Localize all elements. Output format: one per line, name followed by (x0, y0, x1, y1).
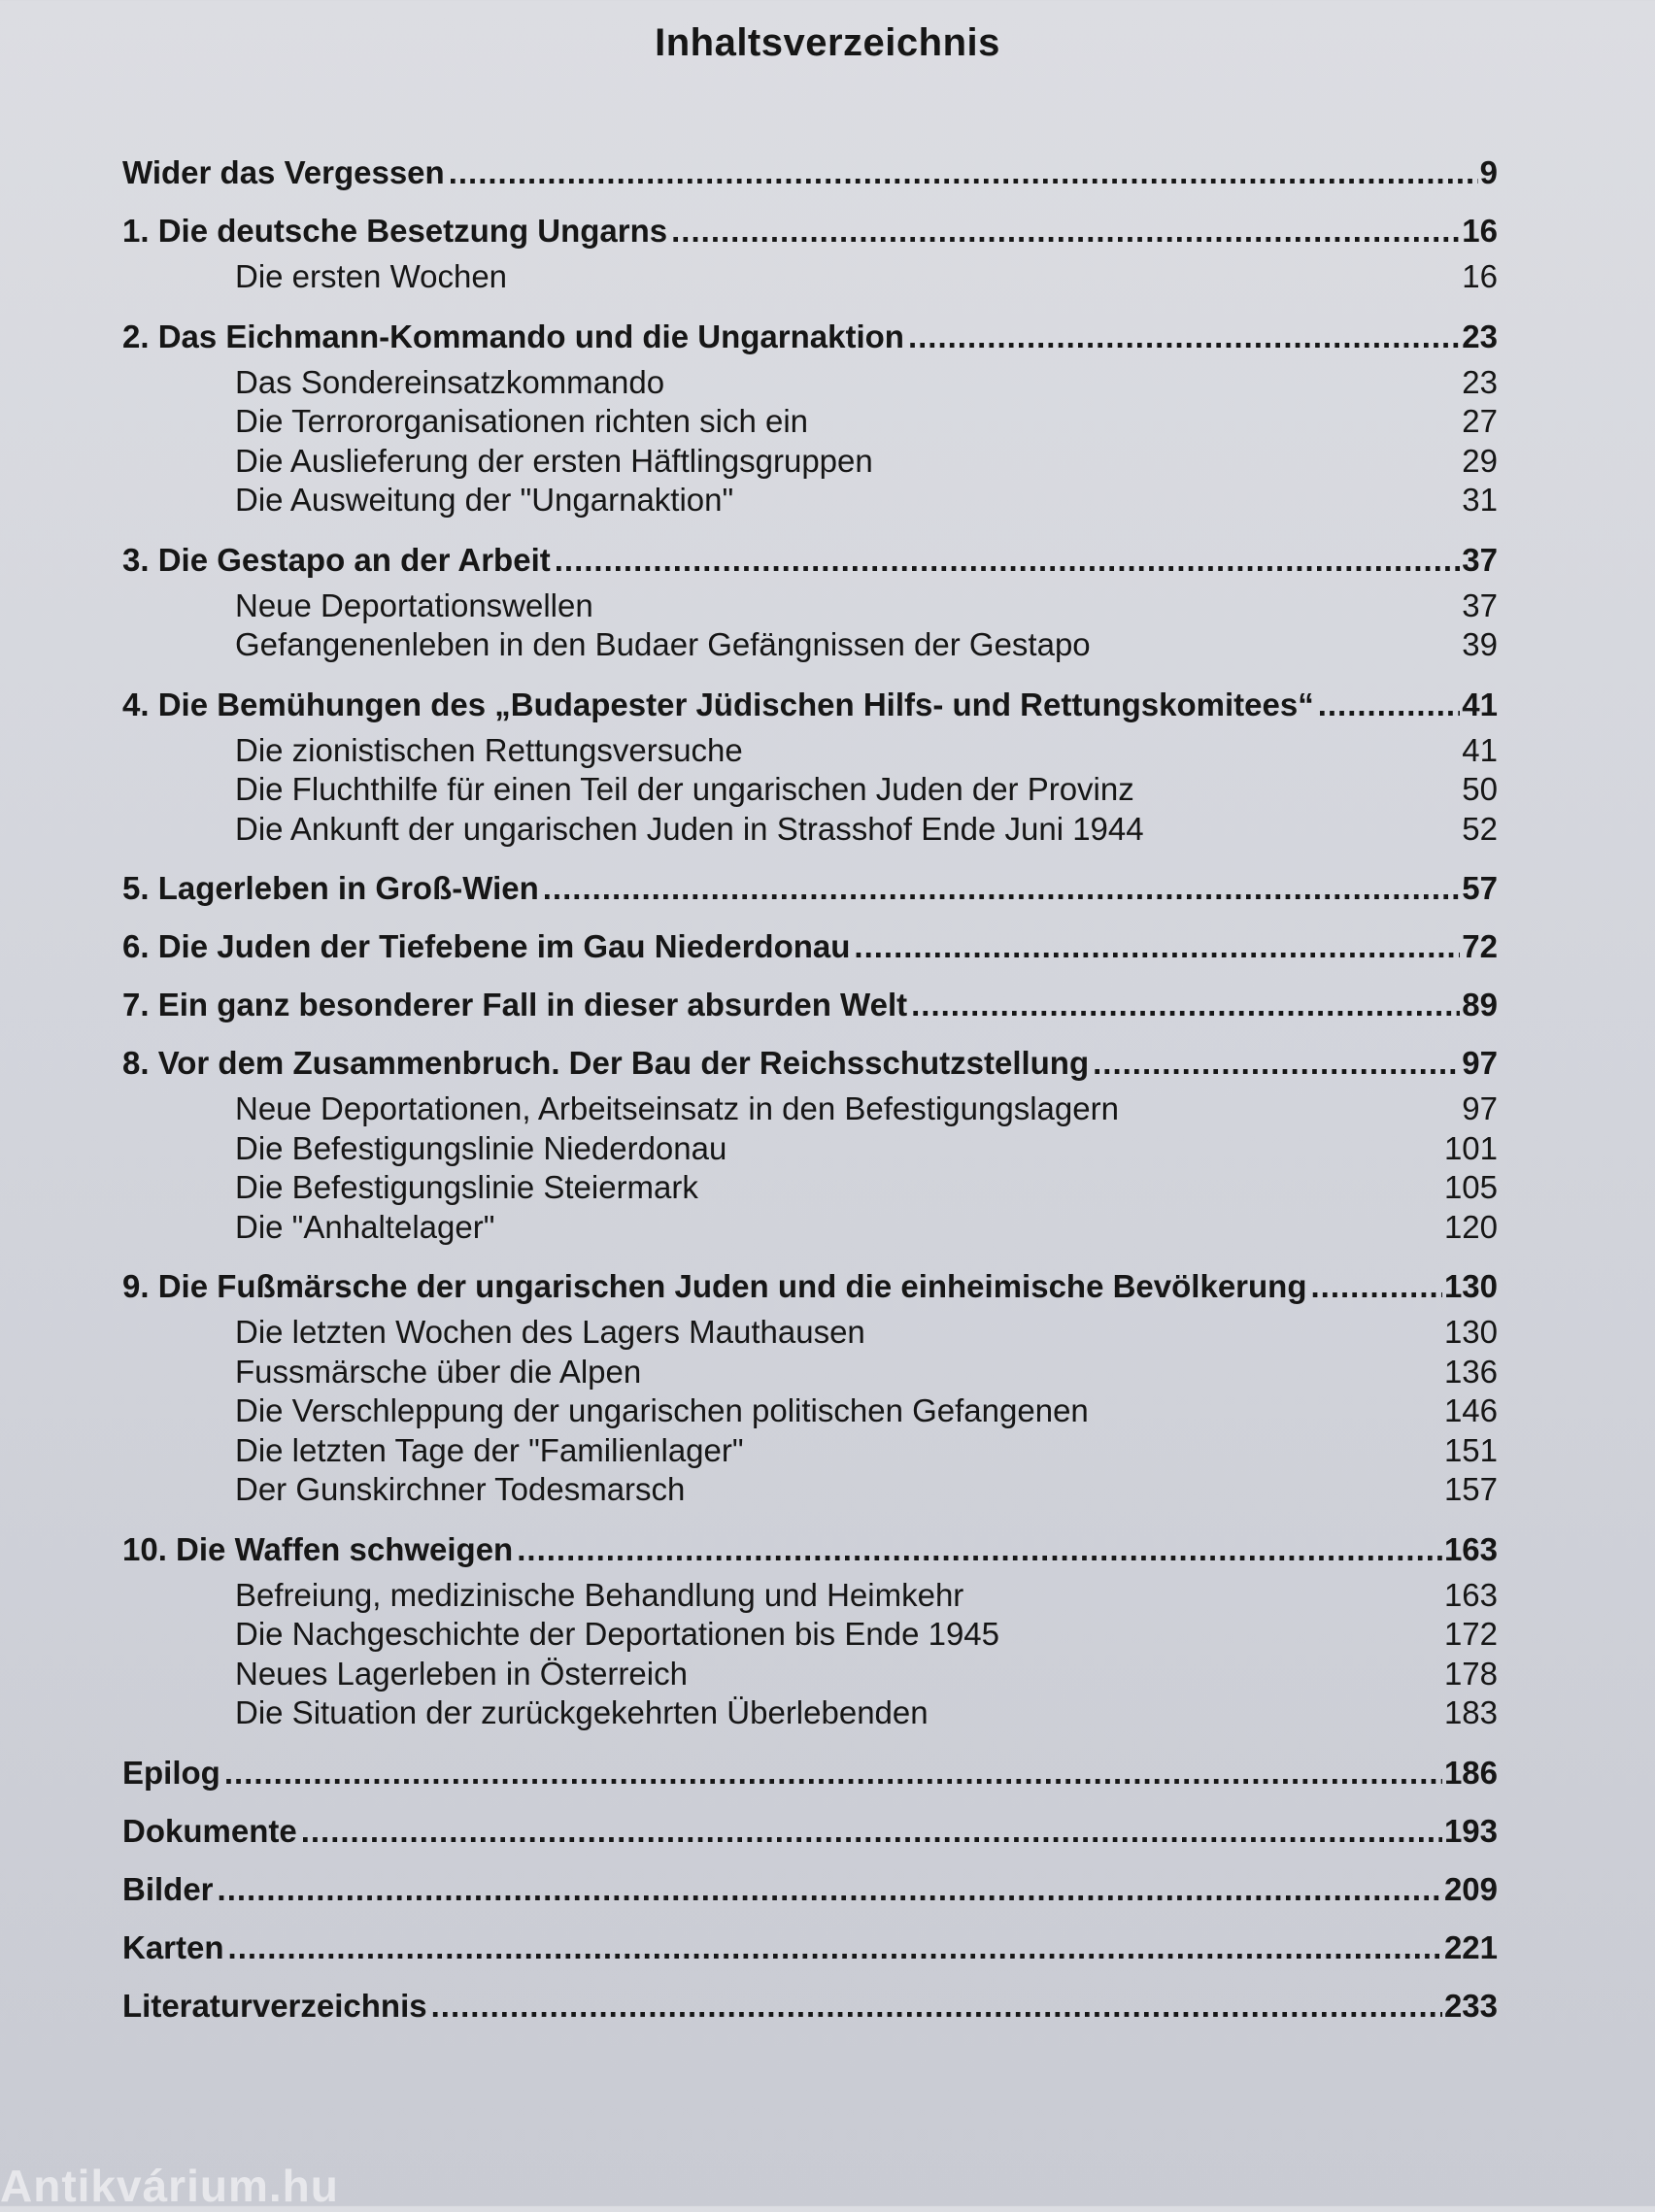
toc-chapter-row (122, 1809, 1498, 1854)
subsection-title: Die letzten Tage der "Familienlager" (235, 1431, 744, 1468)
dot-leader (555, 538, 1461, 583)
toc-chapter-row (122, 924, 1498, 969)
chapter-title: 5. Lagerleben in Groß-Wien (122, 870, 539, 906)
toc-chapter-row (122, 983, 1498, 1027)
toc-chapter-row (122, 1264, 1498, 1309)
watermark-text: Antikvárium.hu (0, 2161, 339, 2211)
chapter-title: 1. Die deutsche Besetzung Ungarns (122, 213, 668, 249)
toc-chapter (122, 1926, 1498, 1970)
subsection-title: Gefangenenleben in den Budaer Gefängnissen der Gestapo (235, 626, 1091, 662)
subsection-page-number: 23 (1462, 363, 1498, 400)
toc-subsection-row (235, 363, 1498, 403)
toc-chapter (122, 538, 1498, 665)
chapter-page-number: 41 (1462, 686, 1498, 722)
chapter-title: 10. Die Waffen schweigen (122, 1530, 514, 1567)
chapter-title: 8. Vor dem Zusammenbruch. Der Bau der Reichsschutzstellung (122, 1045, 1090, 1081)
subsection-title: Die Nachgeschichte der Deportationen bis Ende 1945 (235, 1616, 1000, 1652)
dot-leader (908, 315, 1460, 359)
toc-chapter (122, 866, 1498, 911)
chapter-title: Literaturverzeichnis (122, 1987, 427, 2024)
chapter-title: 3. Die Gestapo an der Arbeit (122, 541, 551, 578)
chapter-title: 7. Ein ganz besonderer Fall in dieser absurden Welt (122, 987, 908, 1022)
toc-chapter-row (122, 1867, 1498, 1912)
chapter-title: 9. Die Fußmärsche der ungarischen Juden und die einheimische Bevölkerung (122, 1268, 1307, 1304)
toc-chapter-row (122, 1527, 1498, 1572)
toc-subsection-row (235, 481, 1498, 520)
subsection-list (235, 1576, 1498, 1733)
toc-chapter (122, 1527, 1498, 1733)
chapter-page-number: 72 (1462, 928, 1498, 964)
toc-subsection-row (235, 810, 1498, 850)
chapter-title: 2. Das Eichmann-Kommando und die Ungarnaktion (122, 318, 904, 354)
chapter-page-number: 57 (1462, 870, 1498, 906)
toc-chapter (122, 1984, 1498, 2028)
toc-chapter (122, 151, 1498, 195)
toc-chapter (122, 1809, 1498, 1854)
dot-leader (1093, 1041, 1460, 1086)
subsection-title: Das Sondereinsatzkommando (235, 363, 665, 400)
subsection-title: Die Terrororganisationen richten sich ein (235, 403, 809, 439)
toc-chapter-row (122, 538, 1498, 583)
subsection-title: Die letzten Wochen des Lagers Mauthausen (235, 1314, 865, 1350)
toc-subsection-row (235, 1693, 1498, 1733)
subsection-page-number: 52 (1462, 810, 1498, 847)
toc-subsection-row (235, 1655, 1498, 1694)
subsection-page-number: 16 (1462, 258, 1498, 294)
toc-subsection-row (235, 1208, 1498, 1248)
toc-chapter-row (122, 315, 1498, 359)
toc-chapter-row (122, 1926, 1498, 1970)
chapter-page-number: 9 (1479, 154, 1498, 190)
subsection-page-number: 178 (1443, 1655, 1498, 1692)
subsection-title: Neue Deportationen, Arbeitseinsatz in den Befestigungslagern (235, 1090, 1119, 1126)
subsection-title: Die zionistischen Rettungsversuche (235, 731, 743, 768)
toc-subsection-row (235, 625, 1498, 665)
toc-chapter (122, 1041, 1498, 1247)
subsection-title: Neues Lagerleben in Österreich (235, 1655, 688, 1692)
toc-chapter-row (122, 209, 1498, 253)
subsection-page-number: 163 (1443, 1576, 1498, 1613)
toc-subsection-row (235, 1391, 1498, 1431)
toc-chapter (122, 315, 1498, 520)
chapter-title: 4. Die Bemühungen des „Budapester Jüdischen Hilfs- und Rettungskomitees“ (122, 686, 1314, 722)
toc-subsection-row (235, 1576, 1498, 1616)
chapter-page-number: 163 (1443, 1530, 1498, 1567)
subsection-page-number: 151 (1443, 1431, 1498, 1468)
subsection-list (235, 1313, 1498, 1510)
dot-leader (431, 1984, 1442, 2028)
subsection-title: Die Fluchthilfe für einen Teil der ungarischen Juden der Provinz (235, 771, 1134, 807)
toc-subsection-row (235, 442, 1498, 482)
dot-leader (854, 924, 1460, 969)
subsection-title: Die Befestigungslinie Steiermark (235, 1169, 698, 1205)
chapter-title: 6. Die Juden der Tiefebene im Gau Niederdonau (122, 928, 851, 964)
subsection-page-number: 97 (1462, 1090, 1498, 1126)
subsection-page-number: 130 (1443, 1314, 1498, 1350)
chapter-title: Bilder (122, 1870, 214, 1907)
toc-subsection-row (235, 1353, 1498, 1392)
dot-leader (543, 866, 1461, 911)
toc-subsection-row (235, 1470, 1498, 1510)
subsection-page-number: 120 (1443, 1208, 1498, 1245)
dot-leader (228, 1926, 1442, 1970)
table-of-contents (122, 151, 1498, 2042)
dot-leader (671, 209, 1460, 253)
subsection-title: Die ersten Wochen (235, 258, 508, 294)
toc-chapter-row (122, 866, 1498, 911)
chapter-title: Karten (122, 1928, 224, 1965)
subsection-page-number: 183 (1443, 1694, 1498, 1730)
toc-subsection-row (235, 1615, 1498, 1655)
subsection-page-number: 101 (1443, 1129, 1498, 1166)
toc-subsection-row (235, 731, 1498, 771)
subsection-page-number: 37 (1462, 587, 1498, 623)
toc-chapter (122, 983, 1498, 1027)
subsection-title: Die Situation der zurückgekehrten Überlebenden (235, 1694, 929, 1730)
toc-chapter-row (122, 151, 1498, 195)
chapter-page-number: 130 (1443, 1268, 1498, 1304)
subsection-page-number: 27 (1462, 403, 1498, 439)
chapter-page-number: 37 (1462, 541, 1498, 578)
toc-chapter (122, 924, 1498, 969)
subsection-page-number: 50 (1462, 771, 1498, 807)
chapter-title: Epilog (122, 1754, 220, 1791)
subsection-page-number: 41 (1462, 731, 1498, 768)
chapter-title: Wider das Vergessen (122, 154, 445, 190)
dot-leader (449, 151, 1478, 195)
chapter-page-number: 209 (1443, 1870, 1498, 1907)
subsection-page-number: 146 (1443, 1392, 1498, 1428)
subsection-page-number: 105 (1443, 1169, 1498, 1205)
chapter-page-number: 193 (1443, 1812, 1498, 1849)
toc-chapter-row (122, 683, 1498, 727)
toc-chapter (122, 209, 1498, 297)
toc-chapter-row (122, 1041, 1498, 1086)
toc-subsection-row (235, 257, 1498, 297)
subsection-title: Die Ausweitung der "Ungarnaktion" (235, 482, 734, 518)
toc-subsection-row (235, 770, 1498, 810)
toc-subsection-row (235, 402, 1498, 442)
chapter-page-number: 16 (1462, 213, 1498, 249)
chapter-page-number: 89 (1462, 987, 1498, 1022)
dot-leader (218, 1867, 1442, 1912)
subsection-title: Die Ankunft der ungarischen Juden in Strasshof Ende Juni 1944 (235, 810, 1144, 847)
toc-chapter (122, 683, 1498, 850)
toc-subsection-row (235, 1313, 1498, 1353)
subsection-title: Die "Anhaltelager" (235, 1208, 495, 1245)
toc-subsection-row (235, 1129, 1498, 1169)
toc-subsection-row (235, 1431, 1498, 1471)
subsection-title: Die Befestigungslinie Niederdonau (235, 1129, 727, 1166)
subsection-list (235, 257, 1498, 297)
dot-leader (1311, 1264, 1442, 1309)
toc-subsection-row (235, 587, 1498, 626)
chapter-page-number: 233 (1443, 1987, 1498, 2024)
subsection-title: Die Auslieferung der ersten Häftlingsgruppen (235, 442, 873, 479)
toc-chapter (122, 1264, 1498, 1510)
dot-leader (224, 1751, 1442, 1795)
subsection-list (235, 1089, 1498, 1247)
toc-chapter-row (122, 1751, 1498, 1795)
page-title: Inhaltsverzeichnis (655, 21, 1000, 64)
subsection-page-number: 39 (1462, 626, 1498, 662)
subsection-page-number: 136 (1443, 1353, 1498, 1390)
chapter-page-number: 97 (1462, 1045, 1498, 1081)
subsection-title: Der Gunskirchner Todesmarsch (235, 1471, 686, 1507)
dot-leader (301, 1809, 1442, 1854)
subsection-list (235, 587, 1498, 665)
subsection-page-number: 157 (1443, 1471, 1498, 1507)
subsection-title: Fussmärsche über die Alpen (235, 1353, 642, 1390)
subsection-list (235, 363, 1498, 520)
chapter-title: Dokumente (122, 1812, 297, 1849)
toc-chapter (122, 1751, 1498, 1795)
subsection-title: Neue Deportationswellen (235, 587, 593, 623)
toc-chapter (122, 1867, 1498, 1912)
subsection-title: Befreiung, medizinische Behandlung und Heimkehr (235, 1576, 964, 1613)
subsection-title: Die Verschleppung der ungarischen politischen Gefangenen (235, 1392, 1089, 1428)
dot-leader (517, 1527, 1442, 1572)
dot-leader (1318, 683, 1461, 727)
toc-subsection-row (235, 1168, 1498, 1208)
chapter-page-number: 221 (1443, 1928, 1498, 1965)
toc-subsection-row (235, 1089, 1498, 1129)
toc-chapter-row (122, 1984, 1498, 2028)
subsection-page-number: 29 (1462, 442, 1498, 479)
chapter-page-number: 23 (1462, 318, 1498, 354)
subsection-page-number: 172 (1443, 1616, 1498, 1652)
subsection-list (235, 731, 1498, 850)
subsection-page-number: 31 (1462, 482, 1498, 518)
dot-leader (911, 983, 1460, 1027)
chapter-page-number: 186 (1443, 1754, 1498, 1791)
